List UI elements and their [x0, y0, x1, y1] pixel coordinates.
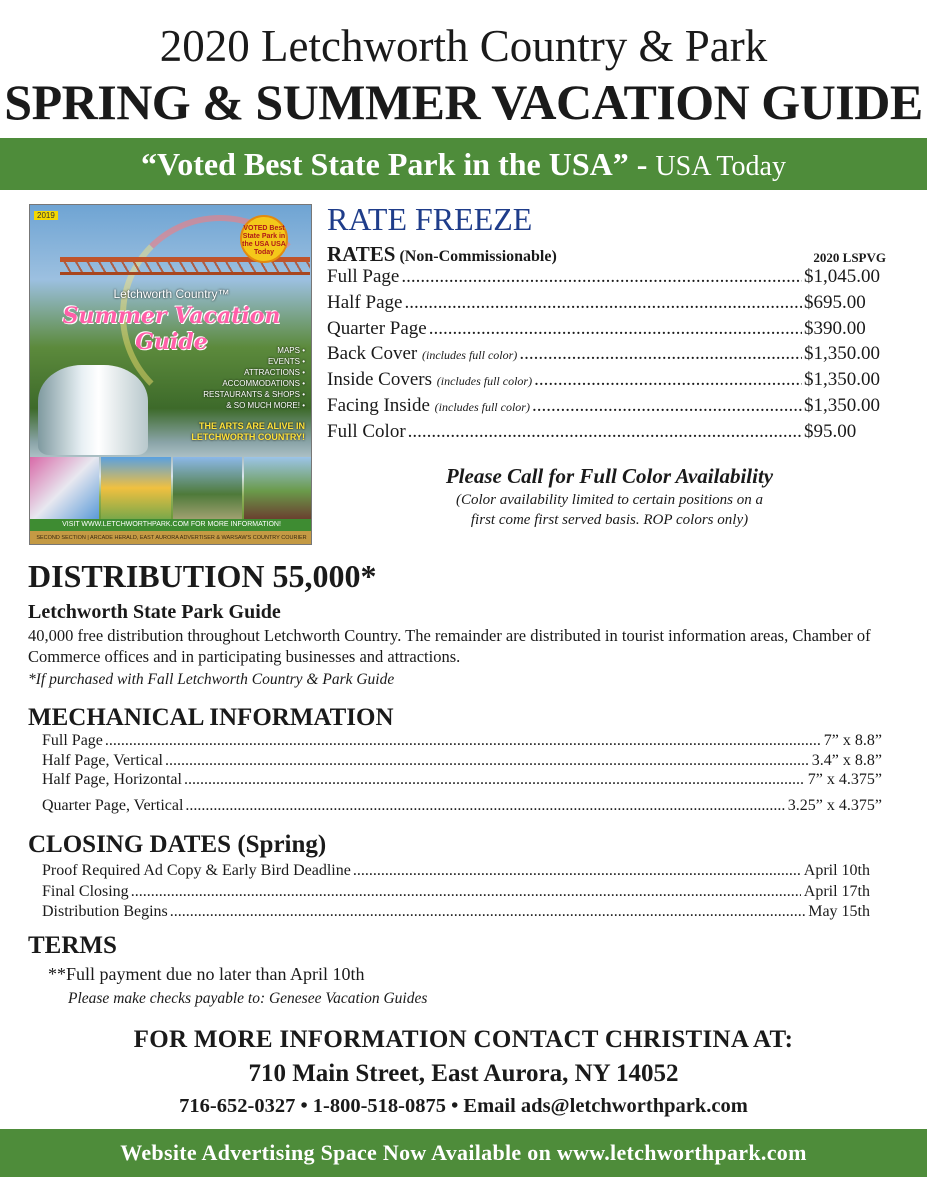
cover-feature: ACCOMMODATIONS •	[222, 379, 305, 388]
leader-dots	[401, 266, 802, 288]
website-banner: Website Advertising Space Now Available on www.letchworthpark.com	[0, 1129, 927, 1177]
color-availability-note	[327, 462, 892, 530]
rate-row	[327, 343, 892, 369]
closing-dates-heading: CLOSING DATES (Spring)	[28, 831, 327, 858]
rate-row	[327, 395, 892, 421]
closing-row	[42, 883, 870, 904]
leader-dots	[429, 318, 802, 340]
leader-dots	[185, 797, 784, 815]
call-note: Please Call for Full Color Availability	[445, 464, 774, 488]
tagline-banner	[0, 138, 927, 190]
mechanical-row	[42, 771, 882, 791]
title-line-1: 2020 Letchworth Country & Park	[159, 21, 768, 71]
cover-feature: ATTRACTIONS •	[244, 368, 305, 377]
terms-payment: **Full payment due no later than April 10th	[48, 964, 365, 984]
rate-row	[327, 421, 892, 447]
terms-checks: Please make checks payable to: Genesee Vacation Guides	[68, 990, 428, 1007]
closing-dates-list	[42, 862, 870, 924]
rate-label: Quarter Page	[327, 317, 427, 339]
rate-label: Inside Covers	[327, 369, 433, 391]
guide-cover-image	[29, 204, 312, 545]
distribution-subheading: Letchworth State Park Guide	[28, 601, 281, 623]
closing-value: April 10th	[803, 862, 870, 879]
tagline-source: USA Today	[655, 151, 786, 182]
cover-feature: RESTAURANTS & SHOPS •	[203, 390, 305, 399]
cover-second-section: SECOND SECTION | ARCADE HERALD, EAST AURORA ADVERTISER & WARSAW'S COUNTRY COURIER	[30, 531, 312, 545]
cover-photo	[244, 457, 312, 519]
cover-feature: & SO MUCH MORE! •	[226, 401, 305, 410]
rates-label-note: (Non-Commissionable)	[399, 248, 557, 265]
rate-price: $1,350.00	[804, 394, 880, 416]
rate-label: Half Page	[327, 291, 403, 313]
leader-dots	[184, 771, 805, 789]
rate-note: (includes full color)	[436, 374, 533, 389]
mechanical-row	[42, 797, 882, 817]
terms-heading: TERMS	[28, 932, 117, 959]
cover-brand: Letchworth Country™	[113, 287, 230, 301]
distribution-footnote: *If purchased with Fall Letchworth Country & Park Guide	[28, 671, 395, 688]
cover-feature: EVENTS •	[267, 357, 305, 366]
leader-dots	[353, 862, 801, 880]
mechanical-value: 3.4” x 8.8”	[811, 751, 882, 769]
mechanical-label: Full Page	[42, 732, 103, 749]
distribution-heading: DISTRIBUTION 55,000*	[28, 558, 377, 594]
rate-list	[327, 266, 892, 447]
contact-phone-email: 716-652-0327 • 1-800-518-0875 • Email ads@letchworthpark.com	[179, 1095, 748, 1117]
voted-badge: VOTED Best State Park in the USA USA Today	[240, 215, 288, 263]
leader-dots	[404, 292, 802, 314]
rates-column-header: 2020 LSPVG	[813, 250, 886, 265]
rate-label: Back Cover	[327, 343, 418, 365]
color-note-line-1: (Color availability limited to certain positions on a	[455, 492, 764, 508]
mechanical-row	[42, 732, 882, 752]
tagline-quote: “Voted Best State Park in the USA” -	[141, 146, 648, 182]
cover-photo	[101, 457, 170, 519]
cover-photo	[30, 457, 99, 519]
rate-note: (includes full color)	[434, 399, 530, 414]
contact-heading: FOR MORE INFORMATION CONTACT CHRISTINA AT:	[133, 1026, 794, 1053]
cover-arts-line-1: THE ARTS ARE ALIVE IN	[198, 421, 305, 431]
rate-row	[327, 266, 892, 292]
cover-feature-list	[155, 345, 305, 411]
mechanical-label: Half Page, Horizontal	[42, 771, 182, 788]
rate-row	[327, 369, 892, 395]
mechanical-list	[42, 732, 882, 816]
rate-price: $695.00	[804, 291, 866, 313]
rate-row	[327, 318, 892, 344]
cover-arts-line-2: LETCHWORTH COUNTRY!	[191, 432, 305, 442]
rates-header	[327, 242, 892, 268]
mechanical-value: 3.25” x 4.375”	[787, 796, 882, 814]
mechanical-value: 7” x 4.375”	[807, 771, 882, 788]
leader-dots	[165, 752, 809, 770]
closing-row	[42, 862, 870, 883]
cover-photo-strip	[30, 457, 312, 519]
rates-label: RATES	[327, 242, 396, 266]
rate-price: $1,045.00	[804, 266, 880, 287]
color-note-line-2: first come first served basis. ROP colors only)	[470, 512, 749, 528]
leader-dots	[532, 395, 802, 417]
rate-label: Full Color	[327, 420, 406, 442]
mechanical-label: Half Page, Vertical	[42, 751, 163, 769]
rate-label: Full Page	[327, 266, 400, 287]
cover-year: 2019	[34, 211, 58, 220]
cover-photo	[173, 457, 242, 519]
cover-guide-title: Summer Vacation Guide	[62, 303, 281, 355]
closing-value: April 17th	[803, 882, 870, 900]
leader-dots	[408, 421, 802, 443]
closing-row	[42, 903, 870, 924]
closing-label: Final Closing	[42, 882, 129, 900]
rate-freeze-heading: RATE FREEZE	[327, 201, 533, 237]
leader-dots	[131, 883, 801, 901]
rate-price: $1,350.00	[804, 343, 880, 365]
closing-label: Distribution Begins	[42, 903, 168, 920]
distribution-paragraph: 40,000 free distribution throughout Letchworth Country. The remainder are distributed in tourist information areas, Chamber of Commerce offices and in participating businesses and attractions.	[28, 626, 871, 666]
rate-price: $95.00	[804, 420, 857, 442]
closing-label: Proof Required Ad Copy & Early Bird Deadline	[42, 862, 351, 879]
rate-label: Facing Inside	[327, 394, 430, 416]
leader-dots	[170, 903, 805, 921]
leader-dots	[105, 732, 821, 750]
mechanical-value: 7” x 8.8”	[823, 732, 882, 749]
rate-row	[327, 292, 892, 318]
rate-price: $1,350.00	[804, 369, 880, 391]
rate-price: $390.00	[804, 317, 866, 339]
leader-dots	[519, 343, 802, 365]
contact-address: 710 Main Street, East Aurora, NY 14052	[248, 1060, 679, 1087]
cover-visit-banner: VISIT WWW.LETCHWORTHPARK.COM FOR MORE INFORMATION!	[30, 519, 312, 531]
cover-feature: MAPS •	[277, 346, 305, 355]
mechanical-label: Quarter Page, Vertical	[42, 796, 184, 814]
mechanical-row	[42, 752, 882, 772]
rate-note: (includes full color)	[421, 348, 518, 363]
closing-value: May 15th	[808, 903, 870, 920]
cover-arts-callout	[125, 421, 305, 443]
mechanical-heading: MECHANICAL INFORMATION	[28, 704, 394, 731]
title-line-2: SPRING & SUMMER VACATION GUIDE	[4, 74, 923, 130]
leader-dots	[534, 369, 802, 391]
